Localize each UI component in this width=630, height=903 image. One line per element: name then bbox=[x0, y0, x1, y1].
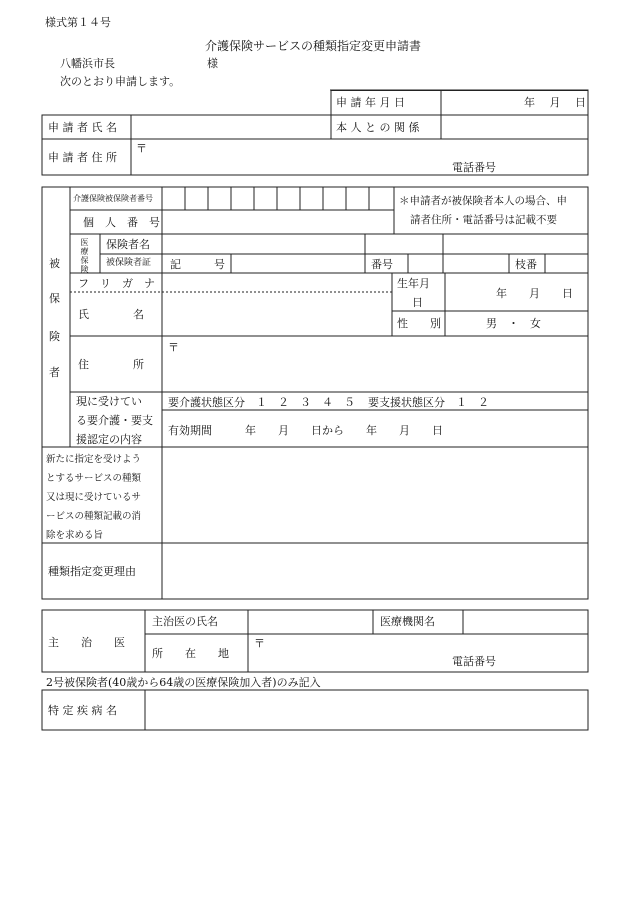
card-ki-label: 記 bbox=[170, 258, 181, 271]
dob-format: 年 月 日 bbox=[496, 287, 573, 300]
furigana-label: フ リ ガ ナ bbox=[78, 277, 155, 290]
insured-address-field[interactable] bbox=[163, 337, 587, 391]
applicant-name-label: 申 請 者 氏 名 bbox=[48, 121, 117, 134]
disease-field[interactable] bbox=[146, 691, 587, 729]
validity-period-field[interactable] bbox=[163, 411, 587, 446]
certification-label-2: る要介護・要支 bbox=[76, 414, 153, 427]
card-number-field[interactable] bbox=[409, 255, 508, 272]
services-label-5: 除を求める旨 bbox=[46, 530, 104, 541]
branch-number-label: 枝番 bbox=[515, 258, 537, 271]
dob-label-2: 日 bbox=[412, 296, 423, 309]
insured-number-field[interactable] bbox=[163, 188, 393, 209]
form-number: 様式第１４号 bbox=[45, 16, 111, 29]
insurer-name-label: 保険者名 bbox=[106, 238, 150, 251]
personal-number-label: 個 人 番 号 bbox=[83, 216, 160, 229]
relation-field[interactable] bbox=[442, 116, 587, 138]
note-line-2: 請者住所・電話番号は記載不要 bbox=[410, 214, 557, 226]
certification-label-1: 現に受けてい bbox=[76, 395, 142, 408]
doctor-name-field[interactable] bbox=[249, 611, 372, 633]
disease-label: 特 定 疾 病 名 bbox=[48, 704, 117, 717]
sex-label: 性 別 bbox=[397, 317, 441, 330]
insured-side-label-2: 保 bbox=[49, 292, 60, 305]
relation-label: 本 人 と の 関 係 bbox=[336, 121, 420, 134]
services-label-1: 新たに指定を受けよう bbox=[46, 454, 142, 465]
insured-side-label-4: 者 bbox=[49, 366, 60, 379]
doctor-label: 主 治 医 bbox=[48, 636, 125, 649]
services-label-3: 又は現に受けているサ bbox=[46, 492, 142, 503]
services-label-2: とするサービスの種類 bbox=[46, 473, 142, 484]
doctor-postal-mark: 〒 bbox=[254, 637, 265, 650]
certification-label-3: 援認定の内容 bbox=[76, 433, 142, 446]
insured-side-label-1: 被 bbox=[49, 257, 60, 270]
applicant-address-label: 申 請 者 住 所 bbox=[48, 151, 117, 164]
applicant-phone-label: 電話番号 bbox=[452, 161, 496, 174]
services-field[interactable] bbox=[163, 448, 587, 542]
insured-side-label-3: 険 bbox=[49, 330, 60, 343]
applicant-phone-field[interactable] bbox=[500, 158, 586, 174]
insured-name-label: 氏 名 bbox=[78, 308, 144, 321]
insurance-card-label: 被保険者証 bbox=[106, 258, 152, 268]
dob-field[interactable] bbox=[446, 274, 587, 310]
branch-number-field[interactable] bbox=[546, 255, 587, 272]
form-title: 介護保険サービスの種類指定変更申請書 bbox=[205, 39, 422, 53]
insured-number-label: 介護保険被保険者番号 bbox=[73, 194, 153, 203]
validity-period: 有効期間 年 月 日から 年 月 日 bbox=[168, 424, 443, 437]
disease-note: 2号被保険者(40歳から64歳の医療保険加入者)のみ記入 bbox=[46, 676, 321, 689]
change-reason-field[interactable] bbox=[163, 544, 587, 598]
doctor-phone-label: 電話番号 bbox=[452, 655, 496, 668]
sex-options[interactable]: 男 ・ 女 bbox=[486, 317, 541, 330]
intro-text: 次のとおり申請します。 bbox=[60, 75, 181, 88]
insured-address-label: 住 所 bbox=[78, 358, 144, 371]
insured-postal-mark: 〒 bbox=[168, 341, 179, 354]
card-symbol-field[interactable] bbox=[232, 255, 364, 272]
doctor-location-label: 所 在 地 bbox=[152, 647, 229, 660]
doctor-phone-field[interactable] bbox=[500, 652, 586, 670]
doctor-location-field[interactable] bbox=[249, 635, 449, 671]
applicant-postal-mark: 〒 bbox=[136, 142, 147, 155]
applicant-name-field[interactable] bbox=[132, 116, 330, 138]
addressee: 八幡浜市長 bbox=[60, 57, 115, 70]
care-level-options[interactable]: 要介護状態区分 １ ２ ３ ４ ５ bbox=[168, 396, 355, 409]
application-date-field[interactable] bbox=[442, 91, 520, 114]
note-line-1: ＊申請者が被保険者本人の場合、申 bbox=[399, 195, 567, 207]
support-level-options[interactable]: 要支援状態区分 １ ２ bbox=[368, 396, 489, 409]
medical-insurance-label: 医療保険 bbox=[80, 238, 89, 274]
dob-label-1: 生年月 bbox=[397, 277, 430, 290]
honorific: 様 bbox=[207, 57, 218, 70]
insured-name-field[interactable] bbox=[163, 293, 391, 335]
services-label-4: ービスの種類記載の消 bbox=[46, 511, 142, 522]
doctor-name-label: 主治医の氏名 bbox=[152, 615, 218, 628]
card-number-label: 番号 bbox=[371, 258, 393, 271]
furigana-field[interactable] bbox=[163, 274, 391, 291]
card-go-label: 号 bbox=[214, 258, 225, 271]
institution-field[interactable] bbox=[464, 611, 587, 633]
personal-number-field[interactable] bbox=[163, 211, 393, 233]
application-date-format: 年 月 日 bbox=[524, 96, 586, 109]
application-date-label: 申 請 年 月 日 bbox=[336, 96, 405, 109]
change-reason-label: 種類指定変更理由 bbox=[48, 565, 136, 578]
institution-label: 医療機関名 bbox=[380, 615, 435, 628]
applicant-address-field[interactable] bbox=[132, 140, 432, 174]
insurer-name-field[interactable] bbox=[163, 235, 364, 253]
